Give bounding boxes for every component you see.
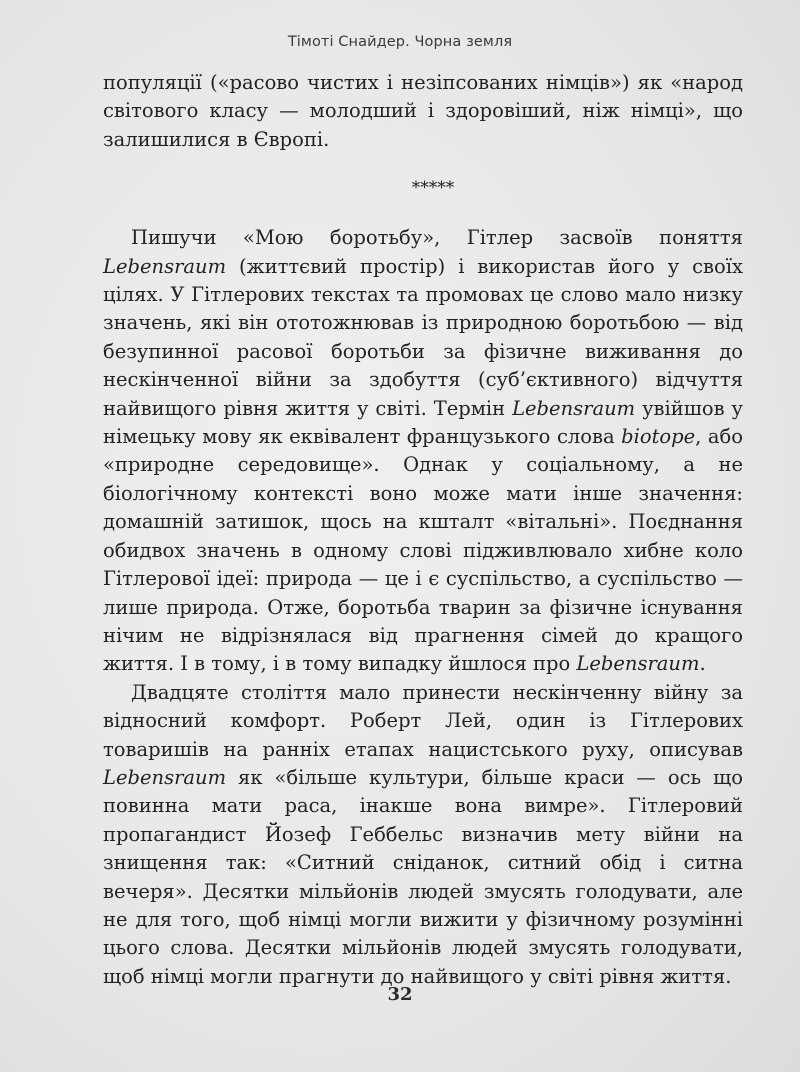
text-run: , або «природне середовище». Однак у соціальному, а не біологічному контексті воно може мати інше значення: домашній затишок, щось на кшталт «вітальні». Поєднання обидвох значень в одному слові підживлювало хибне коло Гітлерової ідеї: природа — це і є суспільство, а суспільство — лише природа. Отже, боротьба тварин за фізичне існування нічим не відрізнялася від прагнення сімей до кращого життя. І в тому, і в тому випадку йшлося про bbox=[103, 425, 743, 676]
paragraph-twentieth-century bbox=[103, 679, 743, 991]
text-run: увійшов у німецьку мову як еквівалент французького слова bbox=[103, 396, 744, 449]
paragraph-lebensraum bbox=[103, 224, 743, 679]
italic-term: Lebensraum bbox=[103, 765, 227, 789]
text-run: Пишучи «Мою боротьбу», Гітлер засвоїв поняття bbox=[131, 226, 743, 250]
section-separator: ***** bbox=[411, 178, 455, 199]
text-run: як «більше культури, більше краси — ось що повинна мати раса, інакше вона вимре». Гітлеровий пропагандист Йозеф Геббельс визначив мету війни на знищення так: «Ситний сніданок, ситний обід і ситна вечеря». Десятки мільйонів людей змусять голодувати, але не для того, щоб німці могли вижити у фізичному розумінні цього слова. Десятки мільйонів людей змусять голодувати, щоб німці могли прагнути до найвищого у світі рівня життя. bbox=[103, 765, 743, 988]
text-run: (життєвий простір) і використав його у своїх цілях. У Гітлерових текстах та промовах це слово мало низку значень, які він ототожнював із природною боротьбою — від безупинної расової боротьби за фізичне виживання до нескінченної війни за здобуття (суб’єктивного) відчуття найвищого рівня життя у світі. Термін bbox=[103, 254, 743, 420]
body-text bbox=[103, 69, 743, 991]
text-run: . bbox=[699, 652, 706, 676]
italic-term: Lebensraum bbox=[512, 396, 636, 420]
italic-term: Lebensraum bbox=[576, 652, 700, 676]
italic-term: Lebensraum bbox=[103, 254, 227, 278]
page-number: 32 bbox=[387, 984, 413, 1005]
text-run: Двадцяте століття мало принести нескінченну війну за відносний комфорт. Роберт Лей, один із Гітлерових товаришів на ранніх етапах нацистського руху, описував bbox=[103, 680, 743, 761]
italic-term: biotope bbox=[621, 425, 696, 449]
running-header: Тімоті Снайдер. Чорна земля bbox=[287, 34, 513, 50]
paragraph-continued: популяції («расово чистих і незіпсованих німців») як «народ світового класу — молодший і здоровіший, ніж німці», що залишилися в Європі. bbox=[103, 71, 743, 151]
